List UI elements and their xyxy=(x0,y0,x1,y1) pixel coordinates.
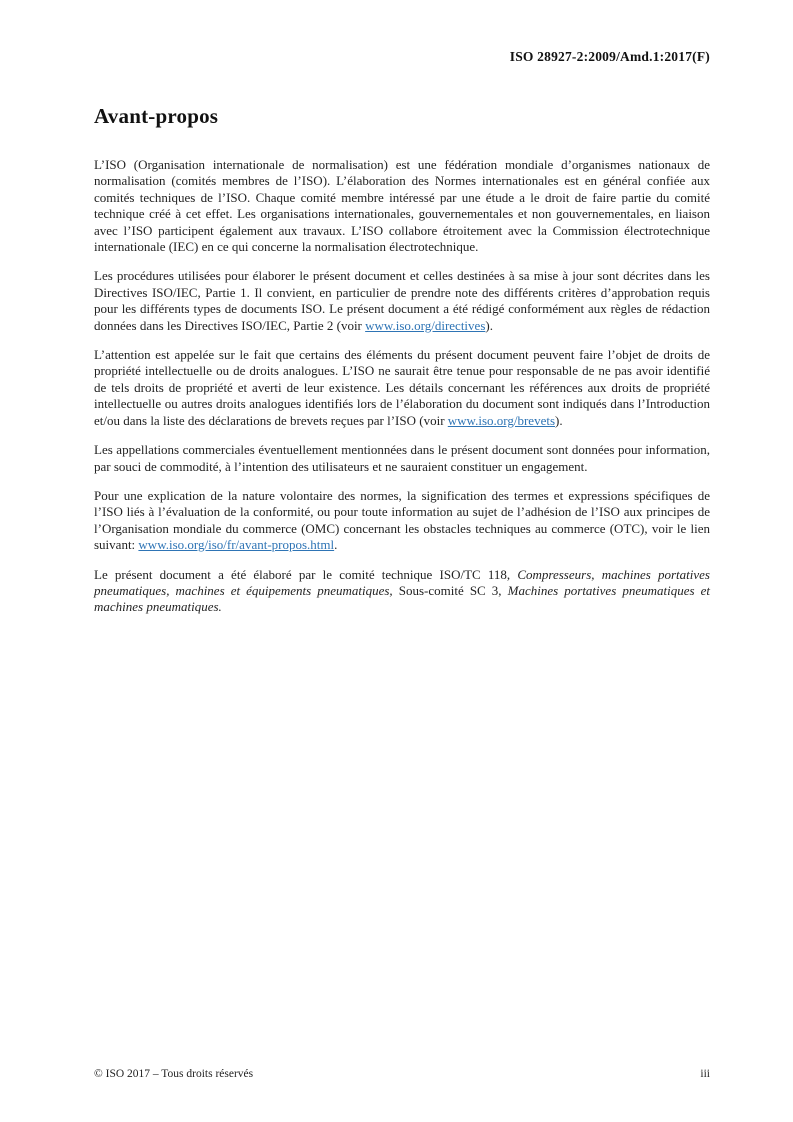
foreword-paragraph-2 xyxy=(94,268,710,334)
footer-page-number: iii xyxy=(700,1068,710,1080)
foreword-paragraph-1 xyxy=(94,157,710,255)
paragraph-text: ). xyxy=(555,412,563,428)
paragraph-text: Sous-comité SC 3, xyxy=(392,582,508,598)
foreword-paragraph-3 xyxy=(94,347,710,429)
paragraph-text: Pour une explication de la nature volontaire des normes, la signification des termes et expressions spécifiques de l’ISO liés à l’évaluation de la conformité, ou pour toute information au sujet de l’adhésion de l’ISO aux principes de l’Organisation mondiale du commerce (OMC) concernant les obstacles techniques au commerce (OTC), voir le lien suivant: xyxy=(94,487,710,553)
paragraph-text: Les appellations commerciales éventuellement mentionnées dans le présent document sont données pour information, par souci de commodité, à l’intention des utilisateurs et ne sauraient constituer un engagement. xyxy=(94,442,710,474)
foreword-paragraph-4 xyxy=(94,442,710,475)
paragraph-text: ). xyxy=(485,317,493,333)
committee-name: Compresseurs, machines portatives pneumatiques, machines et équipements pneumatiques, xyxy=(94,566,710,598)
link-iso-brevets[interactable]: www.iso.org/brevets xyxy=(447,412,556,428)
paragraph-text: Le présent document a été élaboré par le comité technique ISO/TC 118, xyxy=(94,566,518,582)
link-iso-avant-propos[interactable]: www.iso.org/iso/fr/avant-propos.html xyxy=(138,537,335,553)
paragraph-text: Les procédures utilisées pour élaborer le présent document et celles destinées à sa mise à jour sont décrites dans les Directives ISO/IEC, Partie 1. Il convient, en particulier de prendre note des différents critères d’approbation requis pour les différents types de documents ISO. Le présent document a été rédigé conformément aux règles de rédaction données dans les Directives ISO/IEC, Partie 2 (voir xyxy=(94,268,710,333)
footer-copyright: © ISO 2017 – Tous droits réservés xyxy=(94,1068,254,1080)
link-iso-directives[interactable]: www.iso.org/directives xyxy=(365,317,486,333)
page-header xyxy=(94,48,710,66)
page-footer xyxy=(94,1068,710,1080)
paragraph-text: L’ISO (Organisation internationale de normalisation) est une fédération mondiale d’organismes nationaux de normalisation (comités membres de l’ISO). L’élaboration des Normes internationales est en général confiée aux comités techniques de l’ISO. Chaque comité membre intéressé par une étude a le droit de faire partie du comité technique créé à cet effet. Les organisations internationales, gouvernementales et non gouvernementales, en liaison avec l’ISO participent également aux travaux. L’ISO collabore étroitement avec la Commission électrotechnique internationale (IEC) en ce qui concerne la normalisation électrotechnique. xyxy=(94,157,710,255)
subcommittee-name: Machines portatives pneumatiques et machines pneumatiques. xyxy=(94,582,710,615)
foreword-paragraph-5 xyxy=(94,488,710,554)
document-reference: ISO 28927-2:2009/Amd.1:2017(F) xyxy=(509,49,710,64)
page-title: Avant-propos xyxy=(94,104,219,128)
page-content xyxy=(94,104,710,616)
paragraph-text: L’attention est appelée sur le fait que certains des éléments du présent document peuvent faire l’objet de droits de propriété intellectuelle ou de droits analogues. L’ISO ne saurait être tenue pour responsable de ne pas avoir identifié de tels droits de propriété et averti de leur existence. Les détails concernant les références aux droits de propriété intellectuelle ou autres droits analogues identifiés lors de l’élaboration du document sont indiqués dans l’Introduction et/ou dans la liste des déclarations de brevets reçues par l’ISO (voir xyxy=(94,347,710,428)
paragraph-text: . xyxy=(334,537,338,553)
foreword-paragraph-6 xyxy=(94,567,710,616)
